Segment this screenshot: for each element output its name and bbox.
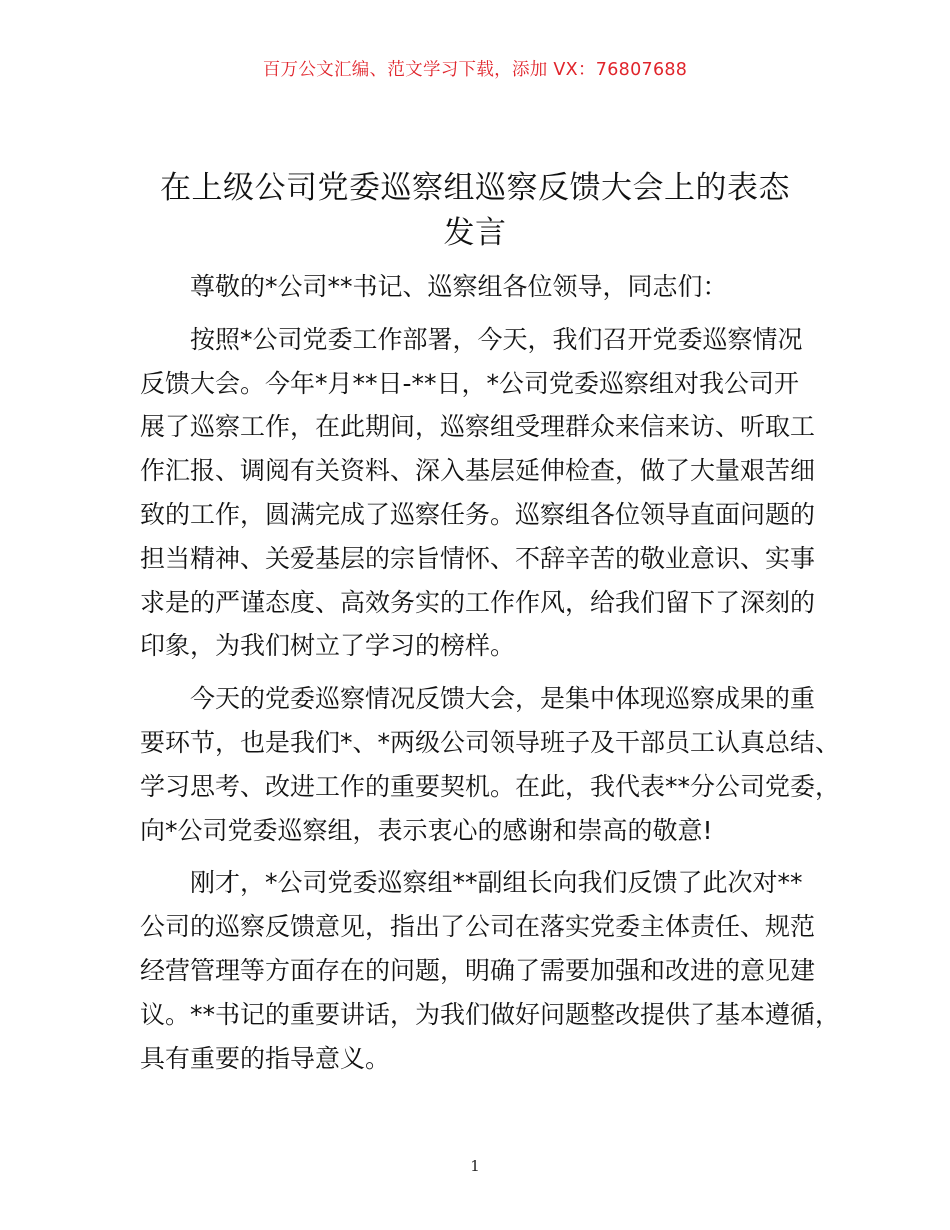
- paragraph-line: 作汇报、调阅有关资料、深入基层延伸检查，做了大量艰苦细: [140, 456, 816, 486]
- paragraph-1: [140, 318, 830, 668]
- paragraph-line: 具有重要的指导意义。: [140, 1043, 391, 1073]
- document-body: [140, 265, 841, 1089]
- paragraph-line: 经营管理等方面存在的问题，明确了需要加强和改进的意见建: [140, 955, 816, 985]
- paragraph-line: 学习思考、改进工作的重要契机。在此，我代表**分公司党委，: [140, 771, 841, 801]
- paragraph-line: 展了巡察工作，在此期间，巡察组受理群众来信来访、听取工: [140, 412, 816, 442]
- paragraph-line: 公司的巡察反馈意见，指出了公司在落实党委主体责任、规范: [140, 912, 816, 942]
- page-number: 1: [470, 1157, 480, 1175]
- paragraph-3: [140, 861, 841, 1080]
- paragraph-line: 求是的严谨态度、高效务实的工作作风，给我们留下了深刻的: [140, 587, 816, 617]
- paragraph-line: 致的工作，圆满完成了巡察任务。巡察组各位领导直面问题的: [140, 499, 816, 529]
- paragraph-2: [140, 677, 841, 852]
- document-title: [120, 166, 830, 256]
- title-line-2: 发言: [443, 215, 507, 251]
- header-note: 百万公文汇编、范文学习下载，添加 VX：76807688: [262, 60, 688, 80]
- paragraph-line: 刚才，*公司党委巡察组**副组长向我们反馈了此次对**: [190, 868, 803, 898]
- paragraph-line: 按照*公司党委工作部署，今天，我们召开党委巡察情况: [190, 324, 803, 354]
- paragraph-line: 议。**书记的重要讲话，为我们做好问题整改提供了基本遵循，: [140, 999, 841, 1029]
- paragraph-line: 反馈大会。今年*月**日-**日，*公司党委巡察组对我公司开: [140, 368, 800, 398]
- paragraph-line: 今天的党委巡察情况反馈大会，是集中体现巡察成果的重: [190, 684, 816, 714]
- salutation: 尊敬的*公司**书记、巡察组各位领导，同志们：: [190, 272, 728, 301]
- paragraph-line: 担当精神、关爱基层的宗旨情怀、不辞辛苦的敬业意识、实事: [140, 543, 816, 573]
- title-line-1: 在上级公司党委巡察组巡察反馈大会上的表态: [160, 170, 790, 206]
- paragraph-line: 向*公司党委巡察组，表示衷心的感谢和崇高的敬意!: [140, 815, 713, 845]
- paragraph-line: 要环节，也是我们*、*两级公司领导班子及干部员工认真总结、: [140, 727, 841, 757]
- paragraph-line: 印象，为我们树立了学习的榜样。: [140, 631, 516, 661]
